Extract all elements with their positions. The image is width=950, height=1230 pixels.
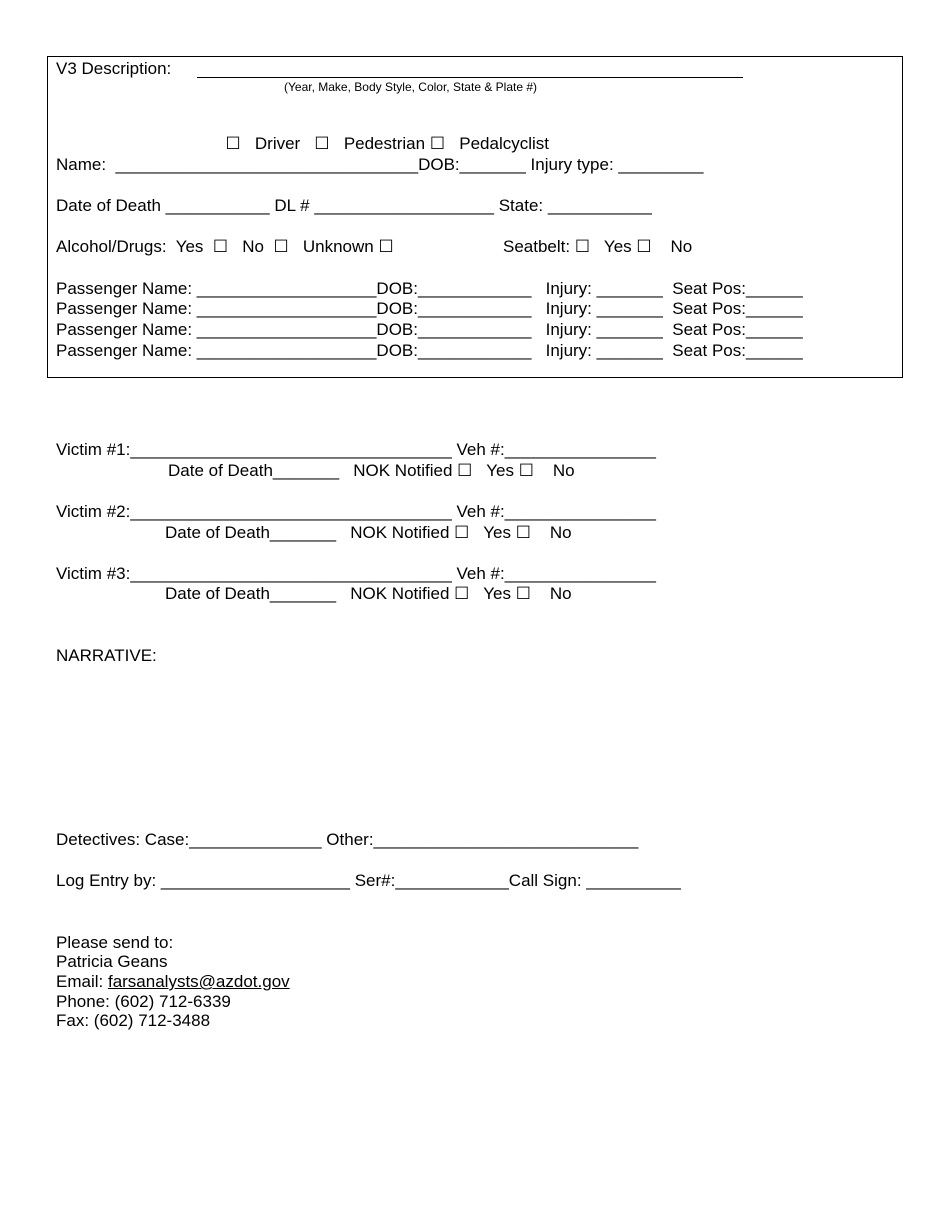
contact-fax: Fax: (602) 712-3488 bbox=[56, 1011, 211, 1030]
contact-name: Patricia Geans bbox=[56, 952, 168, 971]
contact-phone: Phone: (602) 712-6339 bbox=[56, 992, 231, 1011]
email-link[interactable]: farsanalysts@azdot.gov bbox=[107, 972, 290, 991]
pedestrian-label: Pedestrian bbox=[343, 134, 426, 153]
v3-description-hint: (Year, Make, Body Style, Color, State & Plate #) bbox=[284, 80, 538, 94]
narrative-label: NARRATIVE: bbox=[56, 646, 157, 665]
log-entry-row[interactable]: Log Entry by: ____________________ Ser#:____________Call Sign: __________ bbox=[56, 871, 681, 890]
death-dl-state-row[interactable]: Date of Death ___________ DL # ___________________ State: ___________ bbox=[56, 196, 652, 215]
name-dob-injury-row[interactable]: Name: ________________________________DOB:_______ Injury type: _________ bbox=[56, 155, 704, 174]
victim-1-row[interactable]: Victim #1:__________________________________ Veh #:________________ bbox=[56, 440, 656, 459]
contact-email-row bbox=[56, 972, 290, 992]
victim-1-death-nok-row[interactable]: Date of Death_______ NOK Notified ☐ Yes ☐ No bbox=[168, 461, 575, 480]
v3-description-label: V3 Description: bbox=[56, 59, 172, 78]
victim-2-row[interactable]: Victim #2:__________________________________ Veh #:________________ bbox=[56, 502, 656, 521]
victim-3-row[interactable]: Victim #3:__________________________________ Veh #:________________ bbox=[56, 564, 656, 583]
role-checkbox-row bbox=[216, 114, 549, 154]
pedestrian-checkbox[interactable]: ☐ bbox=[314, 134, 330, 153]
driver-label: Driver bbox=[254, 134, 301, 153]
send-to-label: Please send to: bbox=[56, 933, 174, 952]
victim-3-death-nok-row[interactable]: Date of Death_______ NOK Notified ☐ Yes ☐ No bbox=[165, 584, 572, 603]
pedalcyclist-label: Pedalcyclist bbox=[459, 134, 550, 153]
email-label: Email: bbox=[56, 972, 108, 991]
driver-checkbox[interactable]: ☐ bbox=[225, 134, 241, 153]
victim-2-death-nok-row[interactable]: Date of Death_______ NOK Notified ☐ Yes ☐ No bbox=[165, 523, 572, 542]
v3-description-line[interactable] bbox=[197, 77, 743, 78]
detectives-row[interactable]: Detectives: Case:______________ Other:____________________________ bbox=[56, 830, 639, 849]
seatbelt-row[interactable]: Seatbelt: ☐ Yes ☐ No bbox=[503, 237, 693, 256]
passenger-row[interactable]: Passenger Name: ___________________DOB:____________ Injury: _______ Seat Pos:______ bbox=[56, 299, 803, 318]
pedalcyclist-checkbox[interactable]: ☐ bbox=[429, 134, 446, 153]
passenger-row[interactable]: Passenger Name: ___________________DOB:____________ Injury: _______ Seat Pos:______ bbox=[56, 341, 803, 360]
alcohol-drugs-row[interactable]: Alcohol/Drugs: Yes ☐ No ☐ Unknown ☐ bbox=[56, 237, 394, 256]
passenger-row[interactable]: Passenger Name: ___________________DOB:____________ Injury: _______ Seat Pos:______ bbox=[56, 320, 803, 339]
passenger-row[interactable]: Passenger Name: ___________________DOB:____________ Injury: _______ Seat Pos:______ bbox=[56, 279, 803, 298]
